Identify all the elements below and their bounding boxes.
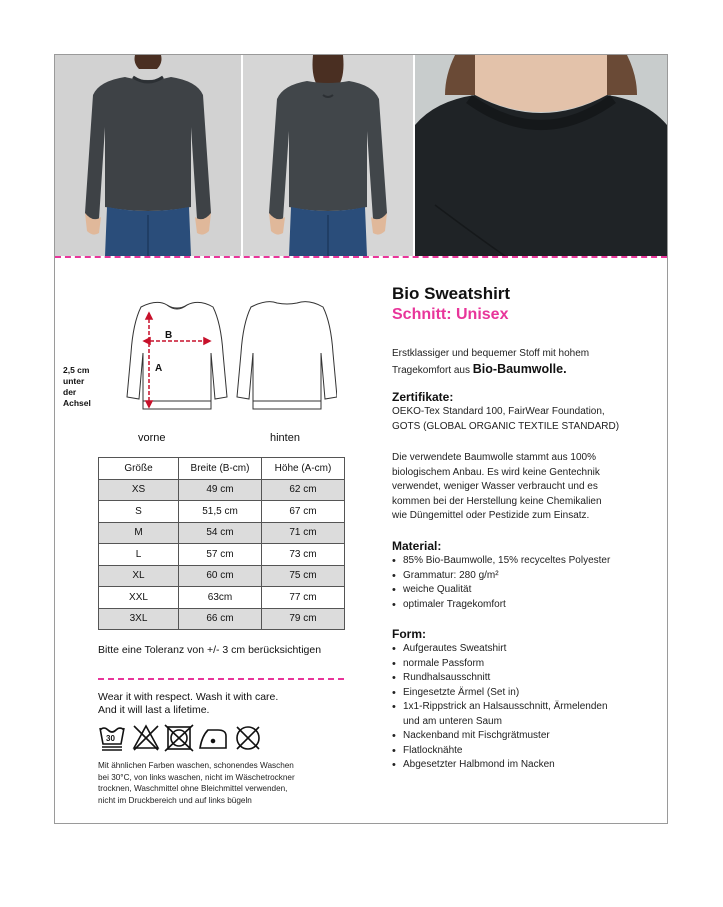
pink-divider-left: [98, 678, 344, 680]
list-item: • Eingesetzte Ärmel (Set in): [392, 686, 608, 701]
table-row: XS 49 cm 62 cm: [99, 479, 345, 501]
list-item: • Flatlocknähte: [392, 744, 608, 759]
pink-divider-top: [55, 256, 667, 258]
iron-low-icon: [200, 730, 226, 748]
label-a: A: [155, 363, 163, 374]
size-table: [98, 457, 345, 630]
list-item: • Aufgerautes Sweatshirt: [392, 642, 608, 657]
form-heading: Form:: [392, 627, 426, 641]
table-row: S 51,5 cm 67 cm: [99, 501, 345, 523]
table-header: Breite (B-cm): [179, 458, 262, 480]
label-b: B: [165, 330, 173, 341]
product-photos: [55, 55, 667, 256]
table-header: Größe: [99, 458, 179, 480]
list-item: • 1x1-Rippstrick an Halsausschnitt, Ärmelenden: [392, 700, 608, 715]
table-row: L 57 cm 73 cm: [99, 544, 345, 566]
list-item: • normale Passform: [392, 657, 608, 672]
list-item: • Grammatur: 280 g/m²: [392, 569, 610, 584]
table-row: 3XL 66 cm 79 cm: [99, 608, 345, 630]
care-slogan-2: And it will last a lifetime.: [98, 704, 210, 716]
certificates-heading: Zertifikate:: [392, 390, 454, 404]
care-slogan-1: Wear it with respect. Wash it with care.: [98, 691, 279, 703]
list-item: • Rundhalsausschnitt: [392, 671, 608, 686]
form-list: [392, 642, 608, 773]
list-item: • weiche Qualität: [392, 583, 610, 598]
material-heading: Material:: [392, 539, 442, 553]
no-bleach-icon: [134, 726, 158, 750]
intro-bold: Bio-Baumwolle.: [472, 361, 567, 376]
size-diagram: [97, 293, 337, 433]
svg-text:30: 30: [106, 734, 115, 743]
list-item: und am unteren Saum: [403, 715, 502, 727]
material-list: [392, 554, 610, 612]
photo-collar-detail: [415, 55, 667, 256]
care-icons: [98, 722, 268, 754]
care-instructions: Mit ähnlichen Farben waschen, schonendes Waschen bei 30°C, von links waschen, nicht im Wäschetrockner trocknen, Waschmittel ohne Bleichmittel verwenden, nicht im Druckbereich und auf links bügeln: [98, 761, 295, 805]
table-row: XXL 63cm 77 cm: [99, 587, 345, 609]
list-item: • optimaler Tragekomfort: [392, 598, 610, 613]
list-item: • 85% Bio-Baumwolle, 15% recyceltes Polyester: [392, 554, 610, 569]
list-item: • Nackenband mit Fischgrätmuster: [392, 729, 608, 744]
no-dry-clean-icon: [237, 727, 259, 749]
table-header-row: [99, 458, 345, 480]
tolerance-note: Bitte eine Toleranz von +/- 3 cm berücksichtigen: [98, 644, 322, 656]
photo-back: [243, 55, 413, 256]
table-row: XL 60 cm 75 cm: [99, 565, 345, 587]
product-title: Bio Sweatshirt: [392, 284, 511, 303]
wash-30-gentle-icon: [100, 728, 124, 750]
table-header: Höhe (A-cm): [262, 458, 345, 480]
no-tumble-dry-icon: [165, 725, 193, 751]
certificates-text: OEKO-Tex Standard 100, FairWear Foundation, GOTS (GLOBAL ORGANIC TEXTILE STANDARD): [392, 406, 620, 432]
label-back: hinten: [270, 432, 300, 444]
photo-front: [55, 55, 241, 256]
product-subtitle: Schnitt: Unisex: [392, 306, 509, 323]
table-row: M 54 cm 71 cm: [99, 522, 345, 544]
armpit-note: 2,5 cm unter der Achsel: [63, 365, 91, 408]
product-sheet: [54, 54, 668, 824]
intro-text: Erstklassiger und bequemer Stoff mit hohem Tragekomfort aus Bio-Baumwolle.: [392, 348, 590, 376]
label-front: vorne: [138, 432, 166, 444]
cotton-text: Die verwendete Baumwolle stammt aus 100% biologischem Anbau. Es wird keine Gentechnik verwendet, weniger Wasser verbraucht und es kommen bei der Herstellung keine Chemikalien wie Düngemittel oder Pestizide zum Einsatz.: [392, 452, 602, 521]
list-item: • Abgesetzter Halbmond im Nacken: [392, 758, 608, 773]
